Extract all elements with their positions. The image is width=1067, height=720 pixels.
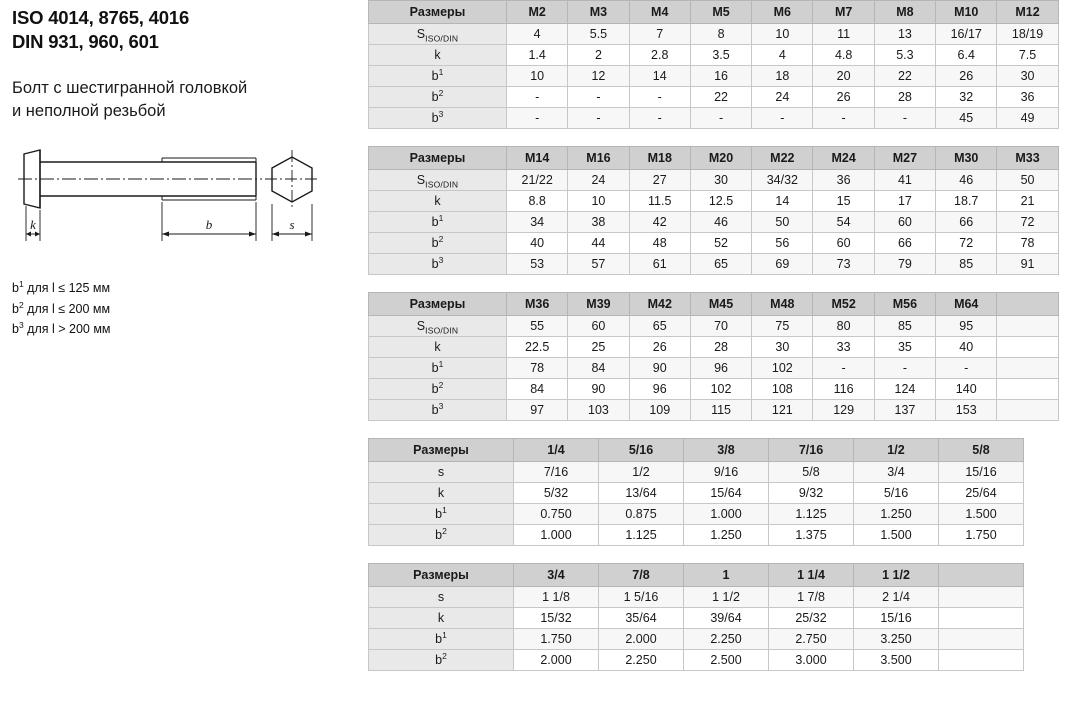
column-header-5: M6: [752, 1, 813, 24]
table-cell: 1.250: [684, 525, 769, 546]
table-cell: 61: [629, 254, 690, 275]
table-cell: 108: [752, 379, 813, 400]
table-cell: 7/16: [514, 462, 599, 483]
row-header: s: [369, 587, 514, 608]
table-cell: 30: [690, 170, 751, 191]
column-header-1: M2: [507, 1, 568, 24]
table-cell: 0.750: [514, 504, 599, 525]
dimension-label-s: s: [289, 217, 295, 233]
table-cell: 27: [629, 170, 690, 191]
table-cell: 60: [568, 316, 629, 337]
row-header: $b^1$: [369, 66, 507, 87]
column-header-3: M18: [629, 147, 690, 170]
table-row: [369, 191, 1059, 212]
table-row: [369, 483, 1024, 504]
table-cell: 85: [936, 254, 997, 275]
table-cell: 22.5: [507, 337, 568, 358]
table-cell: 25: [568, 337, 629, 358]
table-cell: -: [629, 87, 690, 108]
table-cell: 1.4: [507, 45, 568, 66]
table-cell: 109: [629, 400, 690, 421]
column-header-2: 7/8: [599, 564, 684, 587]
row-header: $b^3$: [369, 254, 507, 275]
dimension-table-3: [368, 292, 1059, 421]
table-cell: 35: [874, 337, 935, 358]
column-header-4: 7/16: [769, 439, 854, 462]
table-row: [369, 170, 1059, 191]
table-cell: 52: [690, 233, 751, 254]
column-header-6: M24: [813, 147, 874, 170]
table-cell: 97: [507, 400, 568, 421]
column-header-size: Размеры: [369, 564, 514, 587]
column-header-4: M5: [690, 1, 751, 24]
table-cell: 1.750: [514, 629, 599, 650]
table-cell: 12.5: [690, 191, 751, 212]
column-header-2: M16: [568, 147, 629, 170]
note-b1: $b^1$ для l ≤ 125 мм: [12, 279, 111, 296]
table-cell: 50: [752, 212, 813, 233]
table-cell: 7.5: [997, 45, 1058, 66]
table-cell: -: [629, 108, 690, 129]
table-header-row: [369, 439, 1024, 462]
subtitle-line-2: и неполной резьбой: [12, 101, 166, 120]
column-header-size: Размеры: [369, 293, 507, 316]
table-cell: 84: [507, 379, 568, 400]
dimension-table-4: [368, 438, 1024, 546]
table-cell: 26: [813, 87, 874, 108]
table-cell: 24: [752, 87, 813, 108]
dimension-table-5: [368, 563, 1024, 671]
column-header-4: M20: [690, 147, 751, 170]
table-cell: 85: [874, 316, 935, 337]
table-cell: 5/32: [514, 483, 599, 504]
column-header-5: 1 1/2: [854, 564, 939, 587]
table-cell: 80: [813, 316, 874, 337]
table-cell: 40: [936, 337, 997, 358]
table-cell: 2: [568, 45, 629, 66]
table-header-row: [369, 147, 1059, 170]
table-cell: 5.5: [568, 24, 629, 45]
table-row: [369, 400, 1059, 421]
table-cell: 60: [874, 212, 935, 233]
table-cell: 95: [936, 316, 997, 337]
column-header-8: M30: [936, 147, 997, 170]
table-cell: 70: [690, 316, 751, 337]
table-cell: -: [752, 108, 813, 129]
table-cell: 36: [813, 170, 874, 191]
table-cell: 3/4: [854, 462, 939, 483]
table-cell: 48: [629, 233, 690, 254]
table-cell: 140: [936, 379, 997, 400]
row-header: $b^1$: [369, 504, 514, 525]
table-row: [369, 108, 1059, 129]
table-cell: 0.875: [599, 504, 684, 525]
table-cell: 49: [997, 108, 1058, 129]
table-cell: 22: [874, 66, 935, 87]
row-header: $b^2$: [369, 87, 507, 108]
column-header-5: 1/2: [854, 439, 939, 462]
table-cell: 1.125: [599, 525, 684, 546]
table-cell: 1.000: [684, 504, 769, 525]
title-line-1: ISO 4014, 8765, 4016: [12, 7, 190, 28]
table-cell: [997, 358, 1058, 379]
column-header-2: 5/16: [599, 439, 684, 462]
table-cell: 1 1/2: [684, 587, 769, 608]
table-cell: 1 1/8: [514, 587, 599, 608]
table-cell: 129: [813, 400, 874, 421]
table-cell: -: [813, 358, 874, 379]
table-cell: 96: [690, 358, 751, 379]
table-cell: 55: [507, 316, 568, 337]
table-cell: [997, 316, 1058, 337]
table-row: [369, 254, 1059, 275]
table-cell: 24: [568, 170, 629, 191]
table-cell: 26: [629, 337, 690, 358]
row-header: k: [369, 45, 507, 66]
table-cell: -: [936, 358, 997, 379]
row-header: $b^2$: [369, 525, 514, 546]
table-cell: 1.500: [939, 504, 1024, 525]
table-cell: 2.250: [684, 629, 769, 650]
table-cell: 5.3: [874, 45, 935, 66]
table-row: [369, 525, 1024, 546]
table-cell: 115: [690, 400, 751, 421]
table-row: [369, 650, 1024, 671]
table-cell: 79: [874, 254, 935, 275]
table-cell: 41: [874, 170, 935, 191]
table-cell: 46: [936, 170, 997, 191]
row-header: k: [369, 191, 507, 212]
table-row: [369, 629, 1024, 650]
table-cell: 102: [752, 358, 813, 379]
table-cell: 66: [874, 233, 935, 254]
table-cell: 38: [568, 212, 629, 233]
table-cell: 121: [752, 400, 813, 421]
column-header-3: M42: [629, 293, 690, 316]
table-cell: 1 5/16: [599, 587, 684, 608]
column-header-4: 1 1/4: [769, 564, 854, 587]
table-cell: 153: [936, 400, 997, 421]
table-cell: 2 1/4: [854, 587, 939, 608]
table-cell: 2.000: [514, 650, 599, 671]
table-cell: 28: [690, 337, 751, 358]
column-header-8: M10: [936, 1, 997, 24]
table-cell: 8: [690, 24, 751, 45]
column-header-1: M36: [507, 293, 568, 316]
table-cell: 65: [629, 316, 690, 337]
table-cell: -: [690, 108, 751, 129]
table-cell: 8.8: [507, 191, 568, 212]
table-cell: 2.500: [684, 650, 769, 671]
table-cell: 96: [629, 379, 690, 400]
row-header: k: [369, 483, 514, 504]
table-cell: 22: [690, 87, 751, 108]
table-cell: 1.000: [514, 525, 599, 546]
table-cell: -: [507, 87, 568, 108]
column-header-5: M48: [752, 293, 813, 316]
table-cell: -: [507, 108, 568, 129]
table-cell: 11: [813, 24, 874, 45]
table-row: [369, 233, 1059, 254]
table-cell: 3.000: [769, 650, 854, 671]
table-cell: 12: [568, 66, 629, 87]
table-cell: 21: [997, 191, 1058, 212]
table-cell: 9/16: [684, 462, 769, 483]
table-cell: -: [568, 87, 629, 108]
dimension-table-1: [368, 0, 1059, 129]
table-row: [369, 45, 1059, 66]
table-cell: 54: [813, 212, 874, 233]
row-header: $b^3$: [369, 400, 507, 421]
table-cell: 3.500: [854, 650, 939, 671]
row-header: s: [369, 462, 514, 483]
table-cell: 15/16: [939, 462, 1024, 483]
table-cell: 3.250: [854, 629, 939, 650]
table-row: [369, 66, 1059, 87]
table-cell: 57: [568, 254, 629, 275]
table-cell: 50: [997, 170, 1058, 191]
row-header: $S_{ISO/DIN}$: [369, 316, 507, 337]
table-row: [369, 462, 1024, 483]
table-cell: 4: [507, 24, 568, 45]
table-cell: 56: [752, 233, 813, 254]
column-header-1: M14: [507, 147, 568, 170]
column-header-3: 1: [684, 564, 769, 587]
table-cell: 90: [629, 358, 690, 379]
table-cell: 26: [936, 66, 997, 87]
table-cell: 30: [997, 66, 1058, 87]
row-header: $b^2$: [369, 233, 507, 254]
table-cell: 46: [690, 212, 751, 233]
table-cell: 1/2: [599, 462, 684, 483]
table-row: [369, 337, 1059, 358]
table-row: [369, 608, 1024, 629]
column-header-1: 3/4: [514, 564, 599, 587]
dimension-label-b: b: [205, 217, 213, 233]
table-row: [369, 379, 1059, 400]
table-cell: 2.8: [629, 45, 690, 66]
row-header: $S_{ISO/DIN}$: [369, 24, 507, 45]
column-header-5: M22: [752, 147, 813, 170]
column-header-1: 1/4: [514, 439, 599, 462]
table-cell: 116: [813, 379, 874, 400]
table-cell: [939, 587, 1024, 608]
table-cell: 1.125: [769, 504, 854, 525]
table-cell: 16/17: [936, 24, 997, 45]
table-cell: 91: [997, 254, 1058, 275]
table-cell: 72: [936, 233, 997, 254]
table-cell: 32: [936, 87, 997, 108]
row-header: $b^3$: [369, 108, 507, 129]
bolt-drawing: [10, 146, 362, 256]
column-header-6: [939, 564, 1024, 587]
table-cell: -: [874, 358, 935, 379]
column-header-size: Размеры: [369, 147, 507, 170]
table-cell: 21/22: [507, 170, 568, 191]
table-cell: 10: [752, 24, 813, 45]
row-header: $b^2$: [369, 650, 514, 671]
table-cell: 9/32: [769, 483, 854, 504]
table-cell: 10: [507, 66, 568, 87]
table-cell: 65: [690, 254, 751, 275]
table-cell: 36: [997, 87, 1058, 108]
table-cell: -: [874, 108, 935, 129]
table-header-row: [369, 564, 1024, 587]
table-cell: 103: [568, 400, 629, 421]
table-cell: 3.5: [690, 45, 751, 66]
column-header-6: M7: [813, 1, 874, 24]
column-header-9: M12: [997, 1, 1058, 24]
column-header-7: M56: [874, 293, 935, 316]
table-cell: 39/64: [684, 608, 769, 629]
row-header: $b^1$: [369, 358, 507, 379]
column-header-2: M3: [568, 1, 629, 24]
table-cell: 53: [507, 254, 568, 275]
row-header: k: [369, 337, 507, 358]
table-cell: 69: [752, 254, 813, 275]
column-header-8: M64: [936, 293, 997, 316]
table-cell: 15/16: [854, 608, 939, 629]
page-title: [12, 6, 362, 55]
table-cell: 90: [568, 379, 629, 400]
table-header-row: [369, 1, 1059, 24]
table-header-row: [369, 293, 1059, 316]
table-cell: 78: [507, 358, 568, 379]
table-row: [369, 358, 1059, 379]
row-header: $S_{ISO/DIN}$: [369, 170, 507, 191]
column-header-4: M45: [690, 293, 751, 316]
page-subtitle: [12, 77, 362, 123]
table-cell: 84: [568, 358, 629, 379]
table-cell: 60: [813, 233, 874, 254]
column-header-size: Размеры: [369, 1, 507, 24]
table-cell: 102: [690, 379, 751, 400]
table-cell: 75: [752, 316, 813, 337]
table-cell: [939, 650, 1024, 671]
column-header-6: 5/8: [939, 439, 1024, 462]
row-header: $b^1$: [369, 212, 507, 233]
table-cell: [939, 608, 1024, 629]
row-header: k: [369, 608, 514, 629]
note-b2: $b^2$ для l ≤ 200 мм: [12, 299, 111, 316]
table-cell: 5/16: [854, 483, 939, 504]
table-cell: 35/64: [599, 608, 684, 629]
table-cell: 2.250: [599, 650, 684, 671]
subtitle-line-1: Болт с шестигранной головкой: [12, 78, 248, 97]
table-cell: -: [813, 108, 874, 129]
table-cell: 1.375: [769, 525, 854, 546]
table-cell: 2.750: [769, 629, 854, 650]
table-cell: 13/64: [599, 483, 684, 504]
table-cell: 18: [752, 66, 813, 87]
table-cell: 11.5: [629, 191, 690, 212]
table-cell: 73: [813, 254, 874, 275]
table-cell: 137: [874, 400, 935, 421]
table-cell: 78: [997, 233, 1058, 254]
left-column: [12, 6, 362, 339]
table-cell: 30: [752, 337, 813, 358]
column-header-7: M27: [874, 147, 935, 170]
table-cell: 10: [568, 191, 629, 212]
table-cell: 4.8: [813, 45, 874, 66]
column-header-7: M8: [874, 1, 935, 24]
table-cell: 44: [568, 233, 629, 254]
table-row: [369, 87, 1059, 108]
table-cell: 15/64: [684, 483, 769, 504]
dimension-table-2: [368, 146, 1059, 275]
table-cell: 6.4: [936, 45, 997, 66]
table-cell: 45: [936, 108, 997, 129]
table-cell: 5/8: [769, 462, 854, 483]
table-cell: 25/64: [939, 483, 1024, 504]
table-cell: 66: [936, 212, 997, 233]
table-cell: [997, 379, 1058, 400]
table-cell: 124: [874, 379, 935, 400]
table-cell: 14: [629, 66, 690, 87]
table-cell: 18.7: [936, 191, 997, 212]
table-cell: 1.750: [939, 525, 1024, 546]
table-cell: [939, 629, 1024, 650]
table-cell: 18/19: [997, 24, 1058, 45]
table-row: [369, 24, 1059, 45]
dimension-label-k: k: [30, 217, 36, 233]
row-header: $b^1$: [369, 629, 514, 650]
column-header-6: M52: [813, 293, 874, 316]
table-cell: 33: [813, 337, 874, 358]
column-header-size: Размеры: [369, 439, 514, 462]
column-header-2: M39: [568, 293, 629, 316]
column-header-3: M4: [629, 1, 690, 24]
table-cell: 34/32: [752, 170, 813, 191]
row-header: $b^2$: [369, 379, 507, 400]
table-cell: 7: [629, 24, 690, 45]
title-line-2: DIN 931, 960, 601: [12, 31, 159, 53]
column-header-3: 3/8: [684, 439, 769, 462]
table-cell: 2.000: [599, 629, 684, 650]
table-cell: 15: [813, 191, 874, 212]
tables-container: [368, 0, 1059, 688]
table-cell: 4: [752, 45, 813, 66]
notes-block: [12, 278, 362, 339]
table-row: [369, 316, 1059, 337]
table-cell: -: [568, 108, 629, 129]
table-cell: 42: [629, 212, 690, 233]
column-header-9: M33: [997, 147, 1058, 170]
table-row: [369, 587, 1024, 608]
column-header-9: [997, 293, 1058, 316]
table-cell: 13: [874, 24, 935, 45]
table-cell: 17: [874, 191, 935, 212]
table-cell: [997, 400, 1058, 421]
table-cell: 16: [690, 66, 751, 87]
table-cell: 1.250: [854, 504, 939, 525]
table-cell: 1 7/8: [769, 587, 854, 608]
table-cell: 72: [997, 212, 1058, 233]
note-b3: $b^3$ для l > 200 мм: [12, 319, 111, 336]
table-cell: 25/32: [769, 608, 854, 629]
table-cell: 40: [507, 233, 568, 254]
table-cell: 14: [752, 191, 813, 212]
table-cell: 28: [874, 87, 935, 108]
table-cell: 20: [813, 66, 874, 87]
table-cell: 15/32: [514, 608, 599, 629]
table-row: [369, 504, 1024, 525]
table-cell: 1.500: [854, 525, 939, 546]
table-cell: 34: [507, 212, 568, 233]
table-cell: [997, 337, 1058, 358]
table-row: [369, 212, 1059, 233]
